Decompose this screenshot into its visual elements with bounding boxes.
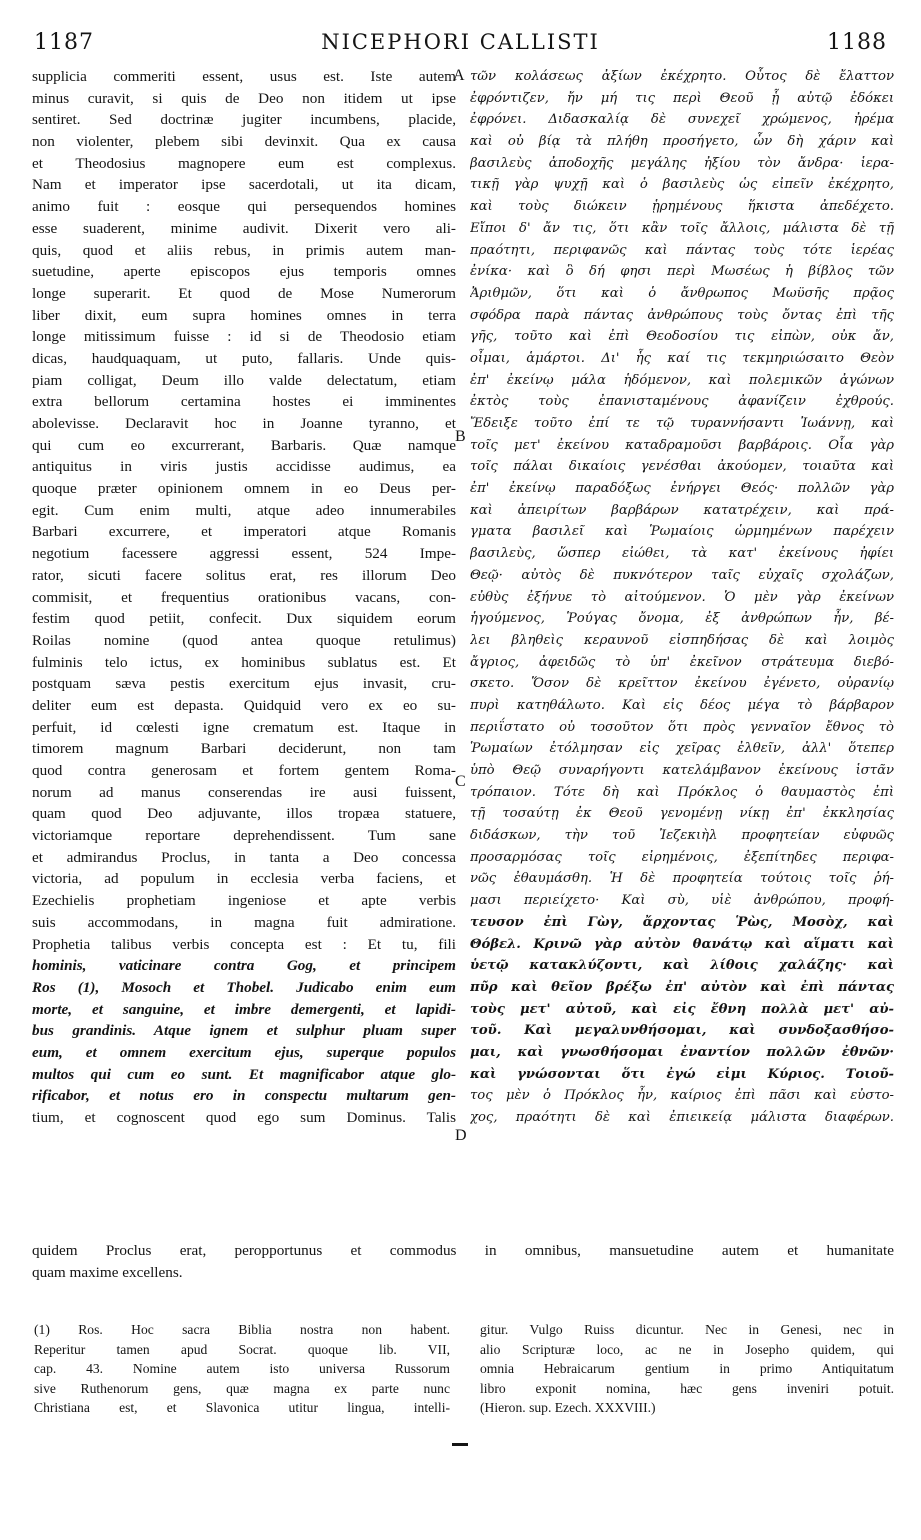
latin-line: rator, sicuti facere solitus erat, res illorum Deo xyxy=(32,566,456,584)
page-number-left: 1187 xyxy=(34,30,94,55)
latin-line: minus curavit, si quis de Deo non itidem ut ipse xyxy=(32,89,456,107)
latin-line: negotium facessere aggressi essent, 524 Impe- xyxy=(32,545,456,563)
greek-line: καὶ οὐ βίᾳ τὰ πλήθη προσήγετο, ὧν δὴ χάριν καὶ xyxy=(470,134,894,150)
latin-line: piam colligat, Deum illo valde delectatum, etiam xyxy=(32,371,456,389)
margin-letter-c: C xyxy=(455,773,466,790)
latin-line: postquam sæva pestis exercitum ejus invasit, cru- xyxy=(32,675,456,693)
greek-line: ἡγούμενος, Ῥούγας ὄνομα, ἐξ ἀνθρώπων ἦν, βέ- xyxy=(470,611,894,627)
latin-line: fulminis telo ictus, ex hominibus sublatus est. Et xyxy=(32,653,456,671)
latin-line: timorem magnum Barbari deciderunt, non tam xyxy=(32,740,456,758)
footnote-line: Reperitur tamen apud Socrat. quoque lib. VII, xyxy=(34,1341,450,1357)
greek-line: εὐθὺς ἐξήνυε τὸ αἰτούμενον. Ὁ μὲν γὰρ ἐκείνων xyxy=(470,589,894,605)
footnote-line: cap. 43. Nomine autem isto universa Russorum xyxy=(34,1361,450,1376)
greek-line: Ῥωμαίων ἐτόλμησαν εἰς χεῖρας ἐλθεῖν, ἀλλ' ὅτεπερ xyxy=(470,741,894,757)
latin-line: Roilas nomine (quod antea quoque retulimus) xyxy=(32,631,456,649)
full-line: quam maxime excellens. xyxy=(32,1263,183,1281)
greek-line: ἐπ' ἐκείνῳ παραδόξως ἐνήργει Θεός· πολλῶν γὰρ xyxy=(470,481,894,497)
latin-line: quoque præter opinionem omnem in eo Deus per- xyxy=(32,480,456,498)
greek-line: τῇ τοσαύτῃ ἐκ Θεοῦ γενομένῃ νίκῃ ἐπ' ἐκκλησίας xyxy=(470,806,894,822)
latin-line: animo fuit : eosque qui persequendos homines xyxy=(32,198,456,216)
latin-line: non violenter, plebem sibi devinxit. Qua ex causa xyxy=(32,133,456,151)
greek-line: νῶς ἐθαυμάσθη. Ἡ δὲ προφητεία τούτοις τοῖς ῥή- xyxy=(470,871,894,887)
latin-line: quam quod Deo adjuvante, illos tropæa statuere, xyxy=(32,805,456,823)
latin-line: suis accommodans, in magna fuit admiratione. xyxy=(32,913,456,931)
greek-line: περιΐστατο οὐ τοσοῦτον ὅτι πρὸς γενναῖον ἔθνος τὸ xyxy=(470,719,894,735)
latin-line: et Theodosius magnopere eum est complexus. xyxy=(32,154,456,172)
latin-line: dicas, haudquaquam, ut puto, fallaris. Unde quis- xyxy=(32,349,456,367)
latin-line: quod contra generosam et fortem gentem Roma- xyxy=(32,762,456,779)
greek-line: προσαρμόσας τοῖς εἰρημένοις, ἐξεπίτηδες περιφα- xyxy=(470,849,894,865)
greek-line: τευσον ἐπὶ Γὼγ, ἄρχοντας Ῥὼς, Μοσὸχ, καὶ xyxy=(470,914,894,930)
page-number-right: 1188 xyxy=(827,30,887,55)
latin-line: Ezechielis prophetiam ingeniose et apte verbis xyxy=(32,892,456,910)
latin-line: longe superarit. Et quod de Mose Numerorum xyxy=(32,284,456,302)
latin-line: sentiret. Sed doctrinæ jugiter incumbens, placide, xyxy=(32,111,456,129)
greek-line: διδάσκων, τὴν τοῦ Ἰεζεκιὴλ προφητείαν εὐφυῶς xyxy=(470,828,894,844)
latin-line: bus grandinis. Atque ignem et sulphur pluam super xyxy=(32,1022,456,1040)
greek-line: οἶμαι, ἁμάρτοι. Δι' ἧς καί τις τεκμηριώσαιτο Θεὸν xyxy=(470,350,894,366)
greek-line: ἐφρόντιζεν, ἤν μή τις περὶ Θεοῦ ᾗ αὐτῷ ἐδόκει xyxy=(470,90,894,106)
latin-line: victoria, ad populum in ecclesia verba faciens, et xyxy=(32,870,456,888)
greek-line: καὶ γνώσονται ὅτι ἐγώ εἰμι Κύριος. Τοιοῦ- xyxy=(470,1066,894,1082)
greek-line: ἐκτὸς τοὺς ἐπανισταμένους ἀφανίζειν ἐχθρούς. xyxy=(470,394,894,410)
margin-letter-d: D xyxy=(455,1127,467,1144)
latin-line: victoriamque reportare deprehendissent. Tum sane xyxy=(32,827,456,845)
latin-column xyxy=(32,66,456,1129)
latin-line: norum ad manus conserendas ire ausi fuissent, xyxy=(32,783,456,801)
footnote-right xyxy=(480,1320,894,1418)
greek-line: πραότητι, περιφανῶς καὶ πάντας τοὺς τότε ἱερέας xyxy=(470,242,894,258)
latin-line: festim quod petiit, confecit. Dux siquidem eorum xyxy=(32,610,456,628)
greek-line: τοὺς μετ' αὐτοῦ, καὶ εἰς ἔθνη πολλὰ μετ' αὐ- xyxy=(470,1001,894,1017)
greek-line: μαι, καὶ γνωσθήσομαι ἐναντίον πολλῶν ἐθνῶν· xyxy=(470,1044,894,1060)
full-width-text xyxy=(32,1240,894,1283)
full-line: quidem Proclus erat, peropportunus et commodus in omnibus, mansuetudine autem et humanitate xyxy=(32,1242,894,1259)
greek-line: γματα βασιλεῖ καὶ Ῥωμαίοις ὡρμημένων παρέχειν xyxy=(470,524,894,540)
footnote-left xyxy=(34,1320,450,1418)
greek-line: πῦρ καὶ θεῖον βρέξω ἐπ' αὐτὸν καὶ ἐπὶ πάντας xyxy=(470,979,894,995)
greek-line: τοῖς πάλαι δικαίοις γενέσθαι ἀκούομεν, τοιαῦτα καὶ xyxy=(470,459,894,475)
latin-line: supplicia commeriti essent, usus est. Iste autem xyxy=(32,68,456,85)
greek-line: Ἀριθμῶν, ὅτι καὶ ὁ ἄνθρωπος Μωϋσῆς πρᾷος xyxy=(470,285,894,301)
greek-line: τοῦ. Καὶ μεγαλυνθήσομαι, καὶ συνδοξασθήσο- xyxy=(470,1023,894,1039)
latin-line: eum, et omnem exercitum ejus, superque populos xyxy=(32,1043,456,1061)
greek-line: ἐπ' ἐκείνῳ μάλα ἡδόμενον, καὶ πολεμικῶν ἀγώνων xyxy=(470,372,894,388)
latin-line: rificabor, et notus ero in conspectu multarum gen- xyxy=(32,1087,456,1105)
greek-line: ὑετῷ κατακλύζοντι, καὶ λίθοις χαλάζης· καὶ xyxy=(470,958,894,974)
latin-line: egit. Cum enim multi, atque adeo innumerabiles xyxy=(32,501,456,519)
greek-line: τῶν κολάσεως ἀξίων ἐκέχρητο. Οὗτος δὲ ἔλαττον xyxy=(470,69,894,84)
greek-line: Θόβελ. Κρινῶ γὰρ αὐτὸν θανάτῳ καὶ αἵματι καὶ xyxy=(470,936,894,952)
footnote-line: libro exponit nomina, hæc gens inveniri potuit. xyxy=(480,1380,894,1396)
footnote-line: omnia Hebraicarum gentium in primo Antiquitatum xyxy=(480,1361,894,1376)
footnote-line: alio Scripturæ loco, ac ne in Josepho quidem, qui xyxy=(480,1341,894,1357)
greek-line: πυρὶ κατηθάλωτο. Καὶ εἰς δέος μέγα τὸ βάρβαρον xyxy=(470,697,894,713)
margin-letter-b: B xyxy=(455,428,466,445)
running-title: NICEPHORI CALLISTI xyxy=(321,30,600,54)
margin-letter-a: A xyxy=(453,67,465,84)
footnote-line: Christiana est, et Slavonica utitur lingua, intelli- xyxy=(34,1400,450,1415)
footnote-line: (1) Ros. Hoc sacra Biblia nostra non habent. xyxy=(34,1322,450,1337)
latin-line: quis, quod et aliis rebus, in primis autem man- xyxy=(32,241,456,259)
greek-line: σκετο. Ὅσον δὲ κρεῖττον ἐκείνου ἐγένετο, οὐρανίῳ xyxy=(470,676,894,692)
greek-line: ἄγριος, ἀφειδῶς τὸ ὑπ' ἐκεῖνον στράτευμα διεβό- xyxy=(470,654,894,670)
latin-line: extra bellorum certamina hostes ei imminentes xyxy=(32,393,456,411)
latin-line: liber dixit, eum supra homines omnes in terra xyxy=(32,306,456,324)
latin-line: perfuit, id cœlesti igne crematum est. Itaque in xyxy=(32,718,456,736)
page-header xyxy=(34,30,887,64)
latin-line: Prophetia talibus verbis concepta est : Et tu, fili xyxy=(32,935,456,953)
latin-line: commisit, et frequentius orationibus vacans, con- xyxy=(32,588,456,606)
latin-line: esse suaderent, minime audivit. Dixerit vero ali- xyxy=(32,219,456,237)
greek-line: ὑπὸ Θεῷ συναρήγοντι κατελάμβανον ἐκείνους ἱστᾶν xyxy=(470,763,894,778)
latin-line: abolevisse. Declaravit hoc in Joanne tyranno, et xyxy=(32,415,456,432)
page-end-dash xyxy=(452,1443,468,1446)
greek-column xyxy=(470,66,894,1129)
greek-line: ἐνίκα· καὶ ὃ δή φησι περὶ Μωσέως ἡ βίβλος τῶν xyxy=(470,264,894,280)
greek-line: λει βληθεὶς κεραυνοῦ εἰσπηδήσας δὲ καὶ λοιμὸς xyxy=(470,632,894,648)
greek-line: τικῇ γὰρ ψυχῇ καὶ ὁ βασιλεὺς ὡς εἰπεῖν ἐκέχρητο, xyxy=(470,177,894,193)
latin-line: tium, et cognoscent quod ego sum Dominus. Talis xyxy=(32,1109,456,1126)
greek-line: βασιλεὺς, ὥσπερ εἰώθει, τὰ κατ' ἐκείνους ἠφίει xyxy=(470,546,894,562)
greek-line: τρόπαιον. Τότε δὴ καὶ Πρόκλος ὁ θαυμαστὸς ἐπὶ xyxy=(470,784,894,800)
greek-line: γῆς, τοῦτο καὶ ἐπὶ Θεοδοσίου τις εἰπὼν, οὐκ ἄν, xyxy=(470,329,894,345)
latin-line: deliter eum est depasta. Quidquid vero ex eo su- xyxy=(32,696,456,714)
greek-line: καὶ ἀπειρίτων βαρβάρων κατατρέχειν, καὶ πρά- xyxy=(470,502,894,518)
latin-line: qui cum eo excurrerant, Barbaris. Quæ namque xyxy=(32,436,456,454)
latin-line: Ros (1), Mosoch et Thobel. Judicabo enim eum xyxy=(32,978,456,996)
latin-line: multos qui cum eo sunt. Et magnificabor atque glo- xyxy=(32,1065,456,1083)
footnote-line: gitur. Vulgo Ruiss dicuntur. Nec in Genesi, nec in xyxy=(480,1322,894,1337)
greek-line: ἐφρόνει. Διδασκαλίᾳ δὲ συνεχεῖ χρώμενος, ἠρέμα xyxy=(470,112,894,128)
greek-line: τοῖς μετ' ἐκείνου καταδραμοῦσι βαρβάροις. Οἷα γὰρ xyxy=(470,437,894,453)
latin-line: antiquitus in viris justis accidisse audimus, ea xyxy=(32,458,456,476)
greek-line: Εἴποι δ' ἄν τις, ὅτι κἂν τοῖς ἄλλοις, μάλιστα δὲ τῇ xyxy=(470,220,894,236)
greek-line: χος, πραότητι δὲ καὶ ἐπιεικείᾳ μάλιστα διαφέρων. xyxy=(470,1110,894,1125)
greek-line: τος μὲν ὁ Πρόκλος ἦν, καίριος ἐπὶ πᾶσι καὶ εὐστο- xyxy=(470,1088,894,1104)
greek-line: καὶ τοὺς διώκειν ᾑρημένους ἥκιστα ἀπεδέχετο. xyxy=(470,199,894,215)
latin-line: morte, et sanguine, et imbre demergenti, et lapidi- xyxy=(32,1000,456,1018)
footnote-line: sive Ruthenorum gens, quæ magna ex parte nunc xyxy=(34,1380,450,1396)
greek-line: σφόδρα παρὰ πάντας ἀνθρώπους τοὺς ὄντας ἐπὶ τῆς xyxy=(470,307,894,323)
latin-line: et admirandus Proclus, in tanta a Deo concessa xyxy=(32,848,456,866)
greek-line: Ἔδειξε τοῦτο ἐπί τε τῷ τυραννήσαντι Ἰωάννῃ, καὶ xyxy=(470,416,894,431)
latin-line: Barbari excurrere, et imperatori atque Romanis xyxy=(32,523,456,541)
latin-line: hominis, vaticinare contra Gog, et principem xyxy=(32,957,456,975)
greek-line: μασι περιείχετο· Καὶ σὺ, υἱὲ ἀνθρώπου, προφή- xyxy=(470,893,894,909)
greek-line: Θεῷ· αὐτὸς δὲ πυκνότερον ταῖς εὐχαῖς σχολάζων, xyxy=(470,567,894,583)
greek-line: βασιλεὺς ἀποδοχῆς μεγάλης ἠξίου τὸν ἄνδρα· ἱερα- xyxy=(470,155,894,171)
footnote-line: (Hieron. sup. Ezech. XXXVIII.) xyxy=(480,1400,656,1415)
latin-line: suetudine, aperte episcopos ejus temporis omnes xyxy=(32,263,456,281)
latin-line: Nam et imperator ipse sacerdotali, ut ita dicam, xyxy=(32,176,456,194)
latin-line: longe mitissimum fuisse : id si de Theodosio etiam xyxy=(32,328,456,346)
